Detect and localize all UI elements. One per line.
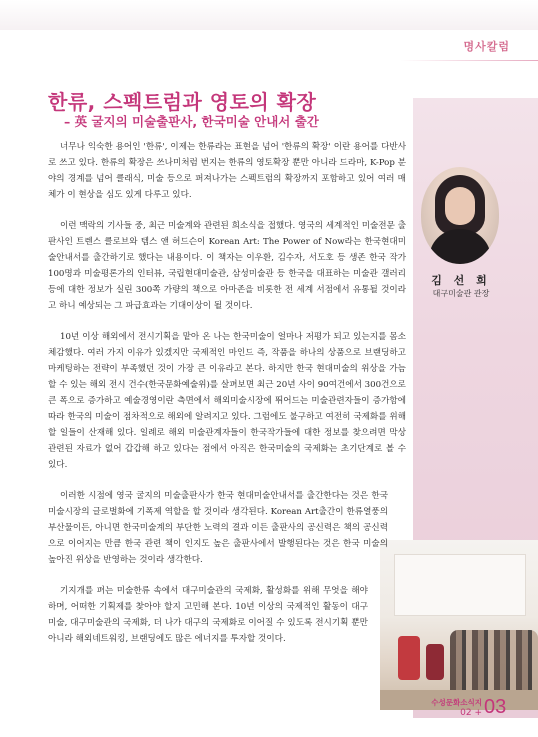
paragraph: 10년 이상 해외에서 전시기획을 맡아 온 나는 한국미술이 얼마나 저평가 되고 있는지를 몸소 체감했다. 여러 가지 이유가 있겠지만 국제적인 마인드 즉, 작품을 하나의 상품으로 브랜딩하고 마케팅하는 전략이 부족했던 것이 가장 큰 이유라고 본다. 하지만 한국 현대미술의 위상을 가늠할 수 있는 해외 전시 건수(한국문화예술위)를 살펴보면 최근 20년 사이 90여건에서 300건으로 큰 폭으로 증가하고 예술경영이란 측면에서 해외미술시장에 뛰어드는 미술관련자들이 증가함에 따라 한국의 미술이 점차적으로 해외에 알려지고 있다. 그럼에도 불구하고 여전히 국제화를 위해 할 일들이 산재해 있다. 일례로 해외 미술관계자들이 한국작가들에 대한 정보를 찾으려면 막상 관련된 자료가 없어 갑갑해 하고 있다는 점에서 아직은 한국미술의 국제화는 초기단계로 볼 수 있다. bbox=[48, 332, 406, 470]
author-role: 대구미술관 관장 bbox=[432, 289, 490, 298]
article-body bbox=[48, 139, 406, 662]
article-title: 한류, 스펙트럼과 영토의 확장 bbox=[48, 90, 317, 114]
article-subtitle: – 英 굴지의 미술출판사, 한국미술 안내서 출간 bbox=[64, 114, 319, 129]
paragraph: 너무나 익숙한 용어인 '한류', 이제는 한류라는 표현을 넘어 '한류의 확장' 이란 용어를 다반사로 쓰고 있다. 한류의 확장은 쓰나미처럼 번지는 한류의 영토확장 뿐만 아니라 드라마, K-Pop 분야의 경계를 넘어 클래식, 미술 등으로 퍼져나가는 스펙트럼의 확장까지 포함하고 있어 여러 매체가 이 현상을 심도 있게 다루고 있다. bbox=[48, 142, 406, 200]
author-portrait bbox=[421, 167, 499, 264]
section-label: 명사칼럼 bbox=[463, 40, 510, 53]
top-band bbox=[0, 0, 538, 30]
portrait-face bbox=[445, 187, 475, 225]
visitor-crowd bbox=[450, 630, 538, 690]
magazine-name: 수성문화소식지 bbox=[431, 698, 482, 707]
facing-page-number: 02 + bbox=[460, 708, 482, 718]
portrait-body bbox=[429, 229, 491, 264]
paragraph: 기지개를 펴는 미술한류 속에서 대구미술관의 국제화, 활성화를 위해 무엇을 해야 하며, 어떠한 기획제를 찾아야 할지 고민해 본다. 10년 이상의 국제적인 활동이 대구미술, 대구미술관의 국제화, 더 나가 대구의 국제화로 이어질 수 있도록 전시기획 뿐만 아니라 해외네트워킹, 브랜딩에도 많은 에너지를 투자할 것이다. bbox=[48, 586, 368, 644]
paragraph: 이런 맥락의 기사들 중, 최근 미술계와 관련된 희소식을 접했다. 영국의 세계적인 미술전문 출판사인 트렌스 클로브와 템스 앤 허드슨이 Korean Art: The Power of Now라는 한국현대미술안내서를 출간하기로 했다는 내용이다. 이 책자는 이우환, 김수자, 서도호 등 생존 한국 작가 100명과 미술평론가의 인터뷰, 국립현대미술관, 삼성미술관 등 한국을 대표하는 미술관 갤러리 등에 대한 정보가 실린 300쪽 가량의 책으로 아마존을 비롯한 전 세계 서점에서 유통될 것이라고 하니 예상되는 그 파급효과는 기대이상이 될 것이다. bbox=[48, 221, 406, 311]
page-number: 03 bbox=[484, 696, 507, 718]
paragraph: 이러한 시점에 영국 굴지의 미술출판사가 한국 현대미술안내서를 출간한다는 것은 한국미술시장의 글로벌화에 기폭제 역할을 할 것이라 생각된다. Korean Art출간이 한류열풍의 부산물이든, 아니면 한국미술계의 부단한 노력의 결과 이든 출판사의 공신력은 책의 공신력으로 이어지는 만큼 한국 관련 책이 인지도 높은 출판사에서 발행된다는 것은 한국 미술의 높아진 위상을 반영하는 것이라 생각한다. bbox=[48, 491, 388, 565]
gallery-wall bbox=[394, 554, 526, 616]
author-name: 김 선 희 bbox=[431, 274, 491, 287]
section-rule bbox=[400, 60, 538, 61]
red-artwork bbox=[426, 644, 444, 680]
